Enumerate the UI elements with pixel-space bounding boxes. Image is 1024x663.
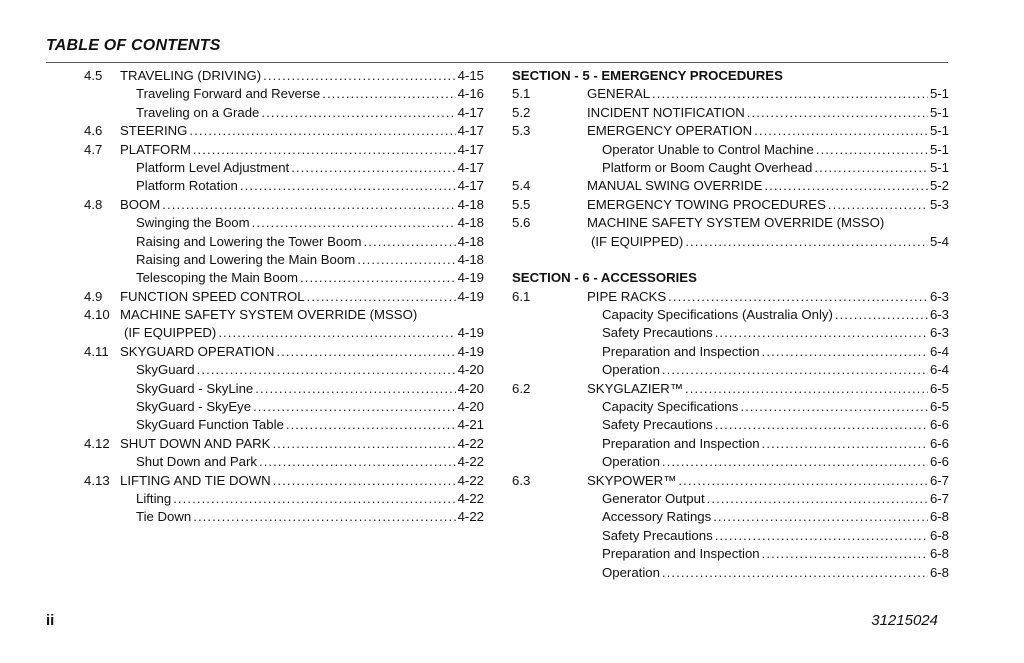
toc-entry-number: 6.3 xyxy=(512,472,531,488)
toc-entry-label: Traveling Forward and Reverse xyxy=(136,86,321,102)
dot-leader xyxy=(240,177,456,195)
toc-entry-label: SkyGuard xyxy=(136,362,195,378)
toc-entry[interactable] xyxy=(84,472,484,490)
toc-entry-number: 4.12 xyxy=(84,435,110,451)
toc-entry-label: EMERGENCY TOWING PROCEDURES xyxy=(587,196,826,212)
dot-leader xyxy=(668,288,928,306)
toc-entry-label: Generator Output xyxy=(602,490,705,506)
toc-entry-label: LIFTING AND TIE DOWN xyxy=(120,472,271,488)
toc-entry-page: 4-16 xyxy=(457,86,484,102)
toc-entry-label: PLATFORM xyxy=(120,141,191,157)
toc-entry[interactable] xyxy=(84,196,484,214)
toc-entry-label: Telescoping the Main Boom xyxy=(136,270,299,286)
toc-entry-page: 6-6 xyxy=(929,454,949,470)
toc-entry-label: SkyGuard Function Table xyxy=(136,417,284,433)
toc-entry[interactable] xyxy=(512,177,949,195)
toc-entry-page: 4-22 xyxy=(457,509,484,525)
toc-entry[interactable] xyxy=(84,214,484,232)
toc-entry-label: Capacity Specifications (Australia Only) xyxy=(602,307,833,323)
toc-entry[interactable] xyxy=(84,453,484,471)
toc-entry[interactable] xyxy=(512,472,949,490)
toc-entry-page: 4-20 xyxy=(457,399,484,415)
toc-entry-number: 4.5 xyxy=(84,68,103,83)
toc-entry-label: (IF EQUIPPED) xyxy=(591,233,684,249)
toc-entry[interactable] xyxy=(512,159,949,177)
toc-right-column xyxy=(512,67,949,582)
toc-entry-label: Tie Down xyxy=(136,509,192,525)
toc-entry-label: Capacity Specifications xyxy=(602,399,739,415)
toc-entry-number: 4.11 xyxy=(84,343,109,359)
toc-entry-number: 5.3 xyxy=(512,123,531,139)
toc-entry-label: Operation xyxy=(602,362,660,378)
dot-leader xyxy=(707,490,928,508)
dot-leader xyxy=(662,361,928,379)
toc-entry-page: 5-1 xyxy=(929,123,949,139)
toc-entry-label: FUNCTION SPEED CONTROL xyxy=(120,288,305,304)
toc-entry[interactable] xyxy=(84,251,484,269)
dot-leader xyxy=(662,453,928,471)
toc-entry-page: 4-22 xyxy=(457,454,484,470)
toc-entry-label: Swinging the Boom xyxy=(136,215,250,231)
dot-leader xyxy=(713,508,928,526)
toc-entry[interactable] xyxy=(84,508,484,526)
toc-entry-label: Preparation and Inspection xyxy=(602,343,760,359)
dot-leader xyxy=(291,159,455,177)
toc-entry[interactable] xyxy=(512,141,949,159)
toc-entry-label: SkyGuard - SkyLine xyxy=(136,380,254,396)
toc-entry-number: 5.2 xyxy=(512,104,531,120)
toc-entry-page: 6-6 xyxy=(929,435,949,451)
dot-leader xyxy=(189,122,455,140)
toc-entry[interactable] xyxy=(512,196,949,214)
toc-entry-page: 4-18 xyxy=(457,233,484,249)
dot-leader xyxy=(300,269,456,287)
toc-entry-label: Traveling on a Grade xyxy=(136,104,260,120)
toc-entry-label: STEERING xyxy=(120,123,188,139)
toc-entry-label: Operation xyxy=(602,564,660,580)
toc-entry-page: 4-22 xyxy=(457,435,484,451)
toc-entry-label: Operation xyxy=(602,454,660,470)
dot-leader xyxy=(678,472,928,490)
dot-leader xyxy=(762,343,928,361)
dot-leader xyxy=(814,159,928,177)
toc-entry-page: 4-15 xyxy=(457,68,484,83)
toc-entry[interactable] xyxy=(84,380,484,398)
dot-leader xyxy=(173,490,455,508)
toc-entry-label: Safety Precautions xyxy=(602,325,713,341)
toc-entry-page: 4-18 xyxy=(457,251,484,267)
toc-entry-page: 5-1 xyxy=(929,141,949,157)
dot-leader xyxy=(652,85,928,103)
dot-leader xyxy=(263,67,455,85)
toc-entry[interactable] xyxy=(512,324,949,342)
toc-entry-page: 6-7 xyxy=(929,472,949,488)
dot-leader xyxy=(322,85,455,103)
toc-entry-page: 4-17 xyxy=(457,123,484,139)
toc-entry-number: 4.8 xyxy=(84,196,103,212)
toc-entry-label: Accessory Ratings xyxy=(602,509,712,525)
toc-entry-page: 6-3 xyxy=(929,325,949,341)
dot-leader xyxy=(272,435,455,453)
toc-entry-number: 6.2 xyxy=(512,380,531,396)
toc-entry-number: 4.13 xyxy=(84,472,110,488)
section-6-entries xyxy=(512,288,949,582)
toc-entry[interactable] xyxy=(512,214,949,232)
toc-entry[interactable] xyxy=(512,398,949,416)
toc-left-column xyxy=(84,67,484,527)
toc-entry-label: Platform or Boom Caught Overhead xyxy=(602,159,813,175)
toc-entry-label: MACHINE SAFETY SYSTEM OVERRIDE (MSSO) xyxy=(120,307,418,323)
toc-entry-label: SKYPOWER™ xyxy=(587,472,677,488)
toc-entry-number: 5.1 xyxy=(512,86,531,102)
header-divider xyxy=(46,62,948,63)
toc-entry-label: Raising and Lowering the Main Boom xyxy=(136,251,356,267)
toc-entry-label: Operator Unable to Control Machine xyxy=(602,141,814,157)
toc-entry[interactable] xyxy=(512,343,949,361)
toc-entry[interactable] xyxy=(512,435,949,453)
dot-leader xyxy=(715,416,928,434)
toc-entry-label: Platform Level Adjustment xyxy=(136,159,290,175)
dot-leader xyxy=(259,453,456,471)
section-spacer xyxy=(512,251,949,269)
toc-entry-page: 6-5 xyxy=(929,399,949,415)
toc-entry-number: 5.6 xyxy=(512,215,531,231)
dot-leader xyxy=(357,251,455,269)
toc-entry-number: 5.4 xyxy=(512,178,531,194)
dot-leader xyxy=(740,398,928,416)
toc-entry-label: Shut Down and Park xyxy=(136,454,257,470)
toc-entry-page: 4-17 xyxy=(457,159,484,175)
dot-leader xyxy=(307,288,456,306)
toc-entry-page: 4-17 xyxy=(457,104,484,120)
dot-leader xyxy=(193,141,456,159)
toc-entry-number: 6.1 xyxy=(512,288,531,304)
toc-entry[interactable] xyxy=(84,324,484,342)
toc-entry[interactable] xyxy=(512,490,949,508)
toc-entry[interactable] xyxy=(512,85,949,103)
dot-leader xyxy=(828,196,928,214)
toc-entry[interactable] xyxy=(512,508,949,526)
toc-entry[interactable] xyxy=(84,288,484,306)
toc-entry-label: Platform Rotation xyxy=(136,178,238,194)
toc-entry[interactable] xyxy=(84,361,484,379)
toc-entry-label: Preparation and Inspection xyxy=(602,546,760,562)
toc-entry[interactable] xyxy=(84,122,484,140)
dot-leader xyxy=(715,527,928,545)
dot-leader xyxy=(764,177,928,195)
dot-leader xyxy=(276,343,455,361)
toc-entry-page: 4-20 xyxy=(457,362,484,378)
dot-leader xyxy=(715,324,928,342)
toc-entry-page: 6-4 xyxy=(929,362,949,378)
toc-entry-number: 4.7 xyxy=(84,141,103,157)
toc-entry-page: 4-20 xyxy=(457,380,484,396)
toc-entry-label: (IF EQUIPPED) xyxy=(124,325,217,341)
toc-entry[interactable] xyxy=(84,416,484,434)
toc-entry-label: EMERGENCY OPERATION xyxy=(587,123,753,139)
toc-entry-page: 4-22 xyxy=(457,490,484,506)
toc-entry-page: 4-18 xyxy=(457,215,484,231)
toc-entry-label: SKYGLAZIER™ xyxy=(587,380,684,396)
toc-entry[interactable] xyxy=(512,564,949,582)
toc-entry-page: 6-4 xyxy=(929,343,949,359)
section-6-heading: SECTION - 6 - ACCESSORIES xyxy=(512,270,697,286)
dot-leader xyxy=(162,196,455,214)
toc-entry-label: TRAVELING (DRIVING) xyxy=(120,68,262,83)
toc-entry-page: 4-19 xyxy=(457,343,484,359)
toc-entry-label: BOOM xyxy=(120,196,161,212)
toc-entry[interactable] xyxy=(512,233,949,251)
toc-entry-number: 4.9 xyxy=(84,288,103,304)
toc-entry[interactable] xyxy=(84,435,484,453)
page-number: ii xyxy=(46,612,55,629)
dot-leader xyxy=(762,545,928,563)
toc-entry[interactable] xyxy=(512,545,949,563)
toc-entry-page: 5-3 xyxy=(929,196,949,212)
toc-entry[interactable] xyxy=(512,527,949,545)
dot-leader xyxy=(685,233,928,251)
section-5-heading: SECTION - 5 - EMERGENCY PROCEDURES xyxy=(512,68,783,83)
toc-entry[interactable] xyxy=(84,233,484,251)
dot-leader xyxy=(662,564,928,582)
dot-leader xyxy=(685,380,928,398)
toc-entry-label: Raising and Lowering the Tower Boom xyxy=(136,233,362,249)
toc-entry-page: 6-8 xyxy=(929,564,949,580)
page-title: TABLE OF CONTENTS xyxy=(46,37,221,54)
toc-entry[interactable] xyxy=(84,398,484,416)
dot-leader xyxy=(364,233,456,251)
toc-entry-page: 4-19 xyxy=(457,325,484,341)
toc-entry-label: Lifting xyxy=(136,490,172,506)
toc-entry-page: 4-19 xyxy=(457,270,484,286)
toc-entry[interactable] xyxy=(84,306,484,324)
toc-entry[interactable] xyxy=(512,453,949,471)
toc-entry-label: INCIDENT NOTIFICATION xyxy=(587,104,745,120)
toc-entry-label: SkyGuard - SkyEye xyxy=(136,399,252,415)
toc-entry-page: 6-3 xyxy=(929,307,949,323)
dot-leader xyxy=(273,472,456,490)
section-5-entries xyxy=(512,85,949,251)
dot-leader xyxy=(253,398,456,416)
toc-entry-page: 6-8 xyxy=(929,546,949,562)
dot-leader xyxy=(218,324,455,342)
toc-entry-page: 4-19 xyxy=(457,288,484,304)
toc-entry-page: 5-4 xyxy=(929,233,949,249)
toc-entry-page: 6-3 xyxy=(929,288,949,304)
toc-entry[interactable] xyxy=(84,104,484,122)
toc-entry-number: 4.6 xyxy=(84,123,103,139)
toc-entry-label: MANUAL SWING OVERRIDE xyxy=(587,178,763,194)
toc-entry-label: PIPE RACKS xyxy=(587,288,667,304)
toc-entry[interactable] xyxy=(84,85,484,103)
toc-entry[interactable] xyxy=(84,490,484,508)
dot-leader xyxy=(252,214,456,232)
toc-entry-page: 6-8 xyxy=(929,527,949,543)
toc-entry-page: 4-22 xyxy=(457,472,484,488)
toc-entry-page: 4-18 xyxy=(457,196,484,212)
toc-entry-label: Preparation and Inspection xyxy=(602,435,760,451)
toc-entry[interactable] xyxy=(84,343,484,361)
dot-leader xyxy=(286,416,456,434)
toc-entry-page: 5-2 xyxy=(929,178,949,194)
toc-entry-number: 4.10 xyxy=(84,307,110,323)
dot-leader xyxy=(762,435,928,453)
dot-leader xyxy=(193,508,455,526)
toc-entry[interactable] xyxy=(84,67,484,85)
toc-entry[interactable] xyxy=(512,122,949,140)
toc-entry[interactable] xyxy=(512,361,949,379)
toc-entry-page: 4-21 xyxy=(457,417,484,433)
toc-entry-page: 4-17 xyxy=(457,178,484,194)
toc-entry[interactable] xyxy=(512,416,949,434)
toc-entry-label: Safety Precautions xyxy=(602,527,713,543)
toc-entry-label: MACHINE SAFETY SYSTEM OVERRIDE (MSSO) xyxy=(587,215,885,231)
toc-entry-page: 6-7 xyxy=(929,490,949,506)
dot-leader xyxy=(747,104,928,122)
toc-entry[interactable] xyxy=(84,159,484,177)
toc-entry-page: 6-6 xyxy=(929,417,949,433)
dot-leader xyxy=(261,104,455,122)
toc-entry-page: 6-5 xyxy=(929,380,949,396)
toc-entry[interactable] xyxy=(512,288,949,306)
toc-entry-label: SHUT DOWN AND PARK xyxy=(120,435,271,451)
dot-leader xyxy=(816,141,928,159)
toc-entry-page: 5-1 xyxy=(929,104,949,120)
document-number: 31215024 xyxy=(871,612,938,629)
toc-entry-label: Safety Precautions xyxy=(602,417,713,433)
dot-leader xyxy=(754,122,928,140)
dot-leader xyxy=(197,361,456,379)
toc-entry[interactable] xyxy=(512,380,949,398)
toc-entry[interactable] xyxy=(84,177,484,195)
dot-leader xyxy=(255,380,455,398)
toc-entry[interactable] xyxy=(84,269,484,287)
dot-leader xyxy=(835,306,928,324)
toc-entry-page: 5-1 xyxy=(929,159,949,175)
toc-entry[interactable] xyxy=(512,306,949,324)
toc-entry-label: SKYGUARD OPERATION xyxy=(120,343,275,359)
toc-entry-page: 6-8 xyxy=(929,509,949,525)
toc-entry[interactable] xyxy=(512,104,949,122)
toc-entry-page: 4-17 xyxy=(457,141,484,157)
toc-entry[interactable] xyxy=(84,141,484,159)
toc-entry-page: 5-1 xyxy=(929,86,949,102)
toc-entry-number: 5.5 xyxy=(512,196,531,212)
toc-entry-label: GENERAL xyxy=(587,86,651,102)
